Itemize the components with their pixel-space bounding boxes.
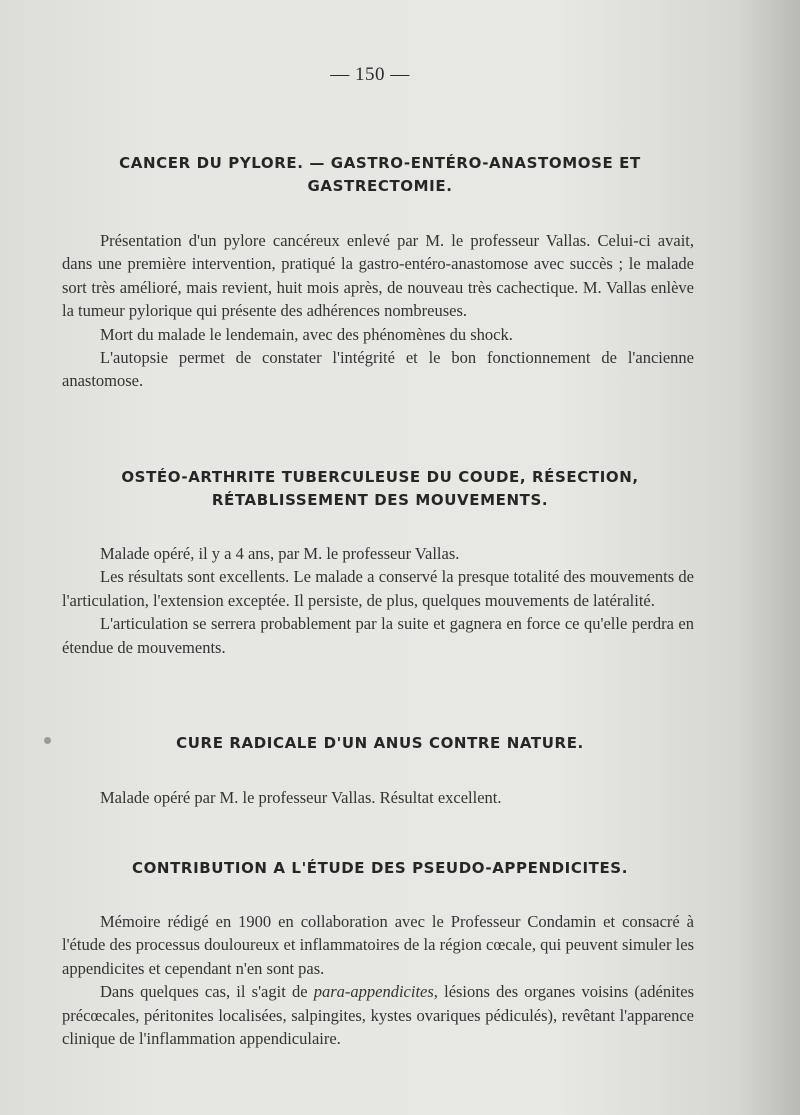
heading-line: OSTÉO-ARTHRITE TUBERCULEUSE DU COUDE, RÉSECTION,: [121, 468, 639, 486]
heading-line: GASTRECTOMIE.: [307, 177, 453, 195]
paragraph: Malade opéré, il y a 4 ans, par M. le professeur Vallas.: [100, 544, 460, 563]
paragraph: L'autopsie permet de constater l'intégrité et le bon fonctionnement de l'ancienne anastomose.: [62, 348, 694, 391]
italic-term: para-appendicites: [313, 982, 434, 1002]
section-heading-osteo-arthrite: [60, 466, 700, 512]
section-body-cure-radicale: [62, 786, 694, 809]
paragraph: L'articulation se serrera probablement par la suite et gagnera en force ce qu'elle perdra en étendue de mouvements.: [62, 614, 694, 657]
section-body-pseudo-appendicites: [62, 910, 694, 1050]
section-heading-pseudo-appendicites: [60, 857, 700, 880]
section-heading-cure-radicale: [60, 732, 700, 755]
section-heading-cancer-pylore: [60, 152, 700, 198]
paragraph: Mort du malade le lendemain, avec des phénomènes du shock.: [100, 324, 513, 344]
heading-line: RÉTABLISSEMENT DES MOUVEMENTS.: [211, 491, 549, 509]
page-number: — 150 —: [330, 64, 410, 85]
text-run: Dans quelques cas, il s'agit de: [100, 982, 314, 1002]
text-run: , lésions des organes voisins (adénites précœcales, péritonites localisées, salpingites, kystes ovariques pédiculés), revêtant l'apparence clinique de l'inflammation appendiculaire.: [62, 982, 694, 1049]
paragraph: Les résultats sont excellents. Le malade a conservé la presque totalité des mouvements de l'articulation, l'extension exceptée. Il persiste, de plus, quelques mouvements de latéralité.: [62, 567, 694, 610]
paragraph: Malade opéré par M. le professeur Vallas. Résultat excellent.: [100, 788, 502, 807]
heading-line: CURE RADICALE D'UN ANUS CONTRE NATURE.: [176, 734, 584, 752]
heading-line: CANCER DU PYLORE. — GASTRO-ENTÉRO-ANASTOMOSE ET: [119, 154, 641, 172]
heading-line: CONTRIBUTION A L'ÉTUDE DES PSEUDO-APPENDICITES.: [131, 859, 629, 877]
ink-dot: [44, 737, 51, 744]
paragraph: Présentation d'un pylore cancéreux enlevé par M. le professeur Vallas. Celui-ci avait, dans une première intervention, pratiqué la gastro-entéro-anastomose avec succès ; le malade sort très amélioré, mais revient, huit mois après, de nouveau très cachectique. M. Vallas enlève la tumeur pylorique qui présente des adhérences nombreuses.: [62, 231, 694, 321]
section-body-cancer-pylore: [62, 229, 694, 393]
paragraph-para-appendicites: [62, 980, 694, 1050]
section-body-osteo-arthrite: [62, 542, 694, 659]
paragraph: Mémoire rédigé en 1900 en collaboration avec le Professeur Condamin et consacré à l'étude des processus douloureux et inflammatoires de la région cœcale, qui peuvent simuler les appendicites et cependant n'en sont pas.: [62, 912, 694, 978]
